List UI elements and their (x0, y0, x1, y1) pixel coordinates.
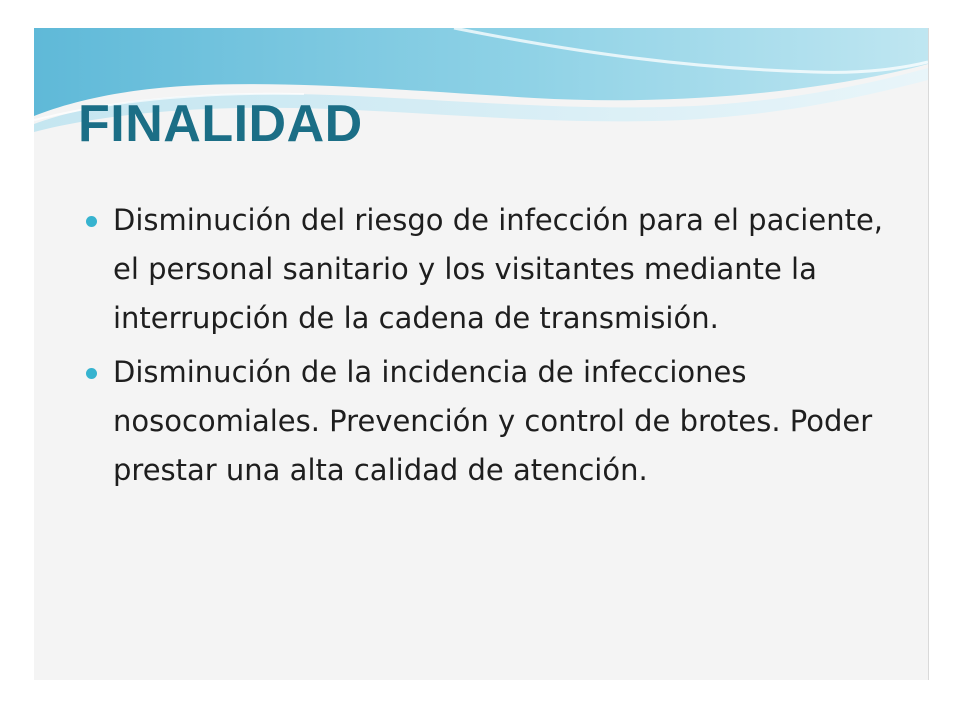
bullet-list (86, 196, 886, 500)
slide-title: FINALIDAD (78, 95, 363, 153)
bullet-item (86, 196, 886, 343)
slide (34, 28, 928, 680)
bullet-dot-icon (86, 368, 97, 379)
bullet-item (86, 348, 886, 495)
bullet-text: Disminución del riesgo de infección para el paciente, el personal sanitario y los visitantes mediante la interrupción de la cadena de transmisión. (113, 203, 884, 335)
bullet-dot-icon (86, 216, 97, 227)
bullet-text: Disminución de la incidencia de infecciones nosocomiales. Prevención y control de brotes. Poder prestar una alta calidad de atención. (113, 355, 873, 487)
